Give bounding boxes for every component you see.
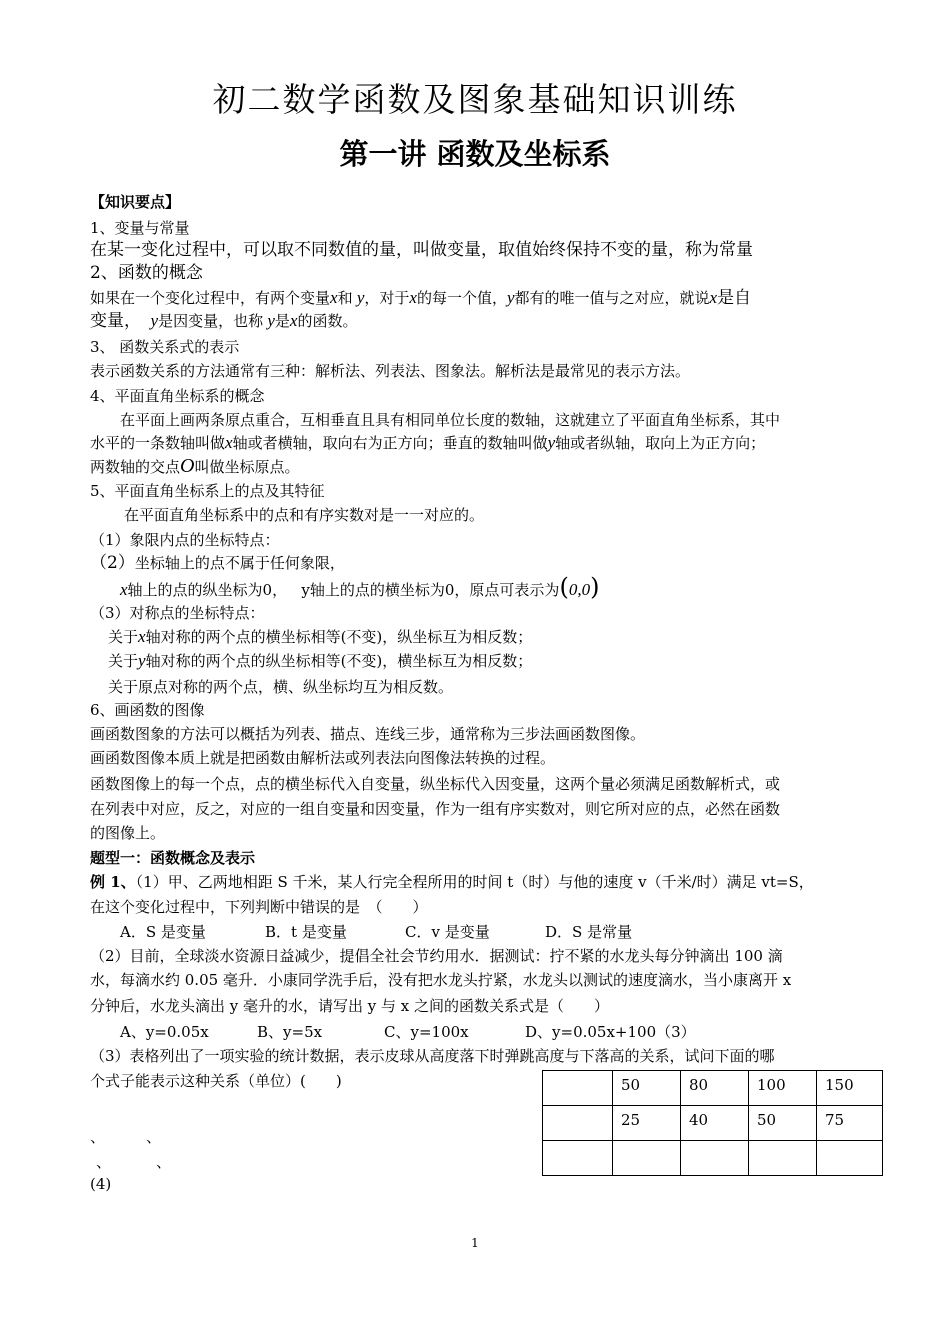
symmetry-x-axis: 关于x轴对称的两个点的横坐标相等(不变)，纵坐标互为相反数； — [108, 627, 533, 646]
table-cell: 50 — [749, 1106, 817, 1141]
heading-1: 1、变量与常量 — [90, 219, 190, 237]
data-table — [542, 1070, 883, 1176]
table-cell — [681, 1141, 749, 1176]
q1-option-d: D．S 是常量 — [545, 923, 633, 941]
table-cell — [543, 1071, 613, 1106]
symmetry-y-axis: 关于y轴对称的两个点的纵坐标相等(不变)，横坐标互为相反数； — [108, 651, 533, 670]
table-cell — [613, 1141, 681, 1176]
table-cell: 40 — [681, 1106, 749, 1141]
paragraph-4-line-3: 两数轴的交点O叫做坐标原点。 — [90, 455, 300, 477]
example-1-q1-line-2: 在这个变化过程中，下列判断中错误的是 （ ） — [90, 898, 428, 916]
paragraph-6-line-3: 函数图像上的每一个点，点的横坐标代入自变量，纵坐标代入因变量，这两个量必须满足函数解析式，或 — [90, 775, 781, 793]
answer-mark: 、 — [156, 1153, 172, 1171]
paragraph-2-line-2: 变量， y是因变量，也称 y是x的函数。 — [90, 311, 358, 331]
q2-option-c: C、y=100x — [384, 1023, 469, 1041]
table-cell: 100 — [749, 1071, 817, 1106]
table-cell: 50 — [613, 1071, 681, 1106]
type-heading: 题型一：函数概念及表示 — [90, 849, 256, 867]
paragraph-3: 表示函数关系的方法通常有三种：解析法、列表法、图象法。解析法是最常见的表示方法。 — [90, 362, 691, 380]
example-1-q1-line-1: 例 1、（1）甲、乙两地相距 S 千米，某人行完全程所用的时间 t（时）与他的速度 v（千米/时）满足 vt=S， — [90, 873, 814, 891]
table-row — [543, 1071, 883, 1106]
paragraph-1: 在某一变化过程中，可以取不同数值的量，叫做变量，取值始终保持不变的量，称为常量 — [90, 240, 753, 260]
table-cell: 80 — [681, 1071, 749, 1106]
heading-2: 2、函数的概念 — [90, 263, 203, 283]
table-cell — [817, 1141, 883, 1176]
paragraph-4-line-2: 水平的一条数轴叫做x轴或者横轴，取向右为正方向；垂直的数轴叫做y轴或者纵轴，取向上为正方向； — [90, 433, 766, 452]
table-cell — [543, 1106, 613, 1141]
paragraph-6-line-2: 画函数图像本质上就是把函数由解析法或列表法向图像法转换的过程。 — [90, 749, 556, 767]
page-number: 1 — [471, 1236, 479, 1250]
table-cell — [749, 1141, 817, 1176]
q1-option-a: A．S 是变量 — [120, 923, 206, 941]
table-cell: 75 — [817, 1106, 883, 1141]
q2-line-1: （2）目前，全球淡水资源日益减少，提倡全社会节约用水．据测试：拧不紧的水龙头每分钟滴出 100 滴 — [90, 947, 783, 965]
answer-mark: 、 — [90, 1128, 106, 1146]
sub-item-3: （3）对称点的坐标特点： — [90, 604, 265, 622]
paragraph-6-line-5: 的图像上。 — [90, 824, 166, 842]
q2-option-b: B、y=5x — [257, 1023, 323, 1041]
q1-option-b: B．t 是变量 — [265, 923, 347, 941]
sub-item-1: （1）象限内点的坐标特点： — [90, 531, 280, 549]
q4-label: (4) — [90, 1175, 112, 1193]
table-row — [543, 1106, 883, 1141]
table-cell: 150 — [817, 1071, 883, 1106]
page-title: 初二数学函数及图象基础知识训练 — [212, 80, 738, 119]
table-cell: 25 — [613, 1106, 681, 1141]
paragraph-5-line-1: 在平面直角坐标系中的点和有序实数对是一一对应的。 — [124, 506, 485, 524]
q3-line-2: 个式子能表示这种关系（单位）( ) — [90, 1072, 342, 1090]
q2-option-d: D、y=0.05x+100（3） — [525, 1023, 696, 1041]
paragraph-4-line-1: 在平面上画两条原点重合，互相垂直且具有相同单位长度的数轴，这就建立了平面直角坐标系，其中 — [120, 411, 781, 429]
paragraph-2-line-1: 如果在一个变化过程中，有两个变量x和 y，对于x的每一个值，y都有的唯一值与之对应，就说x是自 — [90, 288, 752, 308]
q1-option-c: C．v 是变量 — [405, 923, 490, 941]
heading-3: 3、 函数关系式的表示 — [90, 338, 240, 356]
sub-item-2: （2）坐标轴上的点不属于任何象限， — [90, 553, 345, 573]
symmetry-origin: 关于原点对称的两个点，横、纵坐标均互为相反数。 — [108, 678, 454, 696]
paragraph-6-line-1: 画函数图象的方法可以概括为列表、描点、连线三步，通常称为三步法画函数图像。 — [90, 725, 646, 743]
sub-item-2-detail: x轴上的点的纵坐标为0， y轴上的点的横坐标为0，原点可表示为(0,0) — [120, 573, 600, 601]
q2-option-a: A、y=0.05x — [120, 1023, 209, 1041]
answer-mark: 、 — [146, 1128, 162, 1146]
table-cell — [543, 1141, 613, 1176]
section-header: 【知识要点】 — [90, 193, 181, 211]
answer-mark: 、 — [96, 1153, 112, 1171]
heading-4: 4、平面直角坐标系的概念 — [90, 387, 265, 405]
heading-5: 5、平面直角坐标系上的点及其特征 — [90, 482, 325, 500]
q2-line-2: 水，每滴水约 0.05 毫升．小康同学洗手后，没有把水龙头拧紧，水龙头以测试的速度滴水，当小康离开 x — [90, 971, 792, 989]
paragraph-6-line-4: 在列表中对应，反之，对应的一组自变量和因变量，作为一组有序实数对，则它所对应的点，必然在函数 — [90, 800, 781, 818]
page-subtitle: 第一讲 函数及坐标系 — [339, 137, 611, 171]
table-row — [543, 1141, 883, 1176]
heading-6: 6、画函数的图像 — [90, 701, 205, 719]
q3-line-1: （3）表格列出了一项实验的统计数据，表示皮球从高度落下时弹跳高度与下落高的关系，试问下面的哪 — [90, 1047, 775, 1065]
q2-line-3: 分钟后，水龙头滴出 y 毫升的水，请写出 y 与 x 之间的函数关系式是（ ） — [90, 997, 610, 1015]
